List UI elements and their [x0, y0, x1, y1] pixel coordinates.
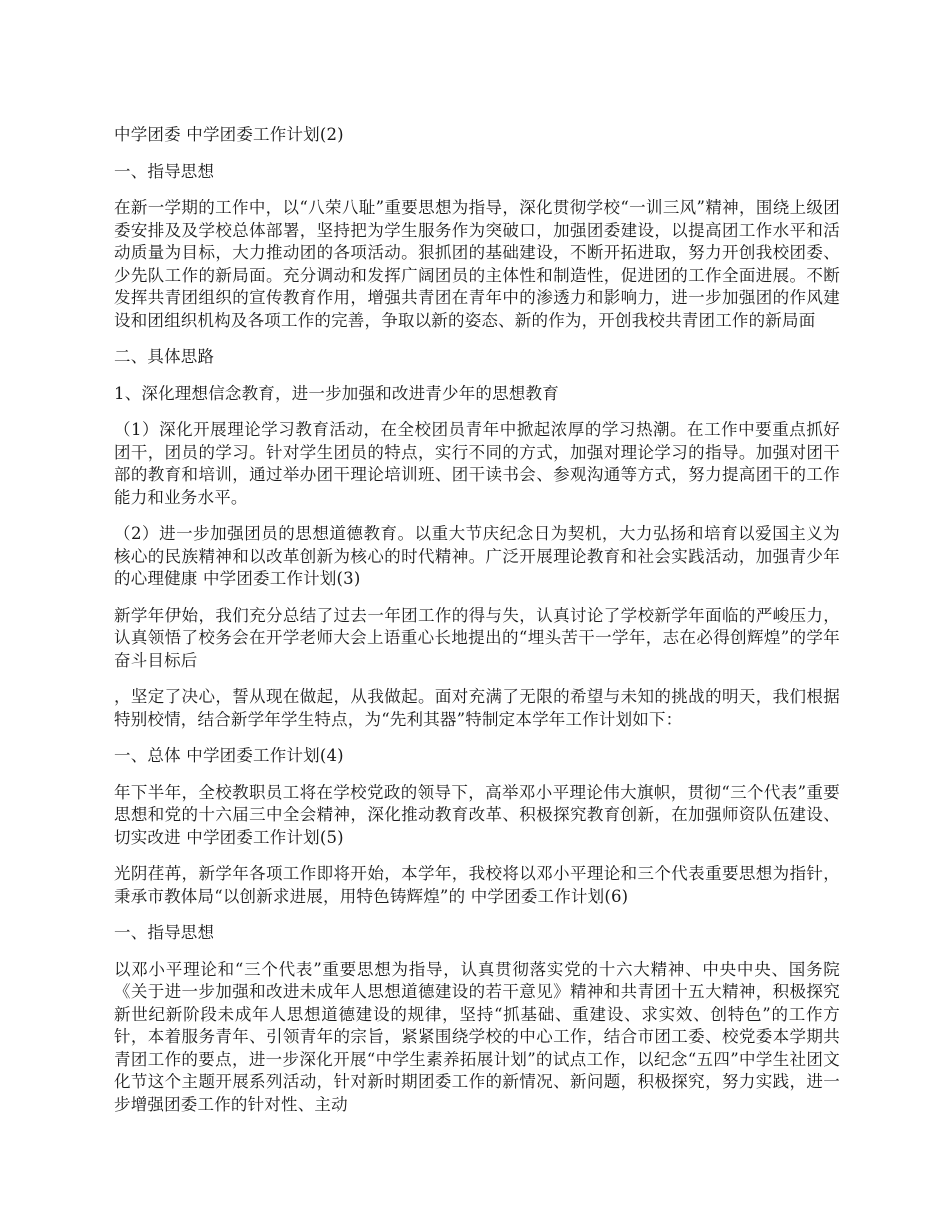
document-title: 中学团委 中学团委工作计划(2)	[114, 125, 344, 144]
body-paragraph: 在新一学期的工作中，以“八荣八耻”重要思想为指导，深化贯彻学校“一训三风”精神，围绕上级团委安排及及学校总体部署，坚持把为学生服务作为突破口，加强团委建设，以提高团工作水平和活动质量为目标，大力推动团的各项活动。狠抓团的基础建设，不断开拓进取，努力开创我校团委、少先队工作的新局面。充分调动和发挥广阔团员的主体性和制造性，促进团的工作全面进展。不断发挥共青团组织的宣传教育作用，增强共青团在青年中的渗透力和影响力，进一步加强团的作风建设和团组织机构及各项工作的完善，争取以新的姿态、新的作为，开创我校共青团工作的新局面	[114, 198, 840, 330]
body-paragraph: 以邓小平理论和“三个代表”重要思想为指导，认真贯彻落实党的十六大精神、中央中央、国务院《关于进一步加强和改进未成年人思想道德建设的若干意见》精神和共青团十五大精神，积极探究新世纪新阶段未成年人思想道德建设的规律，坚持“抓基础、重建设、求实效、创特色”的工作方针，本着服务青年、引领青年的宗旨，紧紧围绕学校的中心工作，结合市团工委、校党委本学期共青团工作的要点，进一步深化开展“中学生素养拓展计划”的试点工作，以纪念“五四”中学生社团文化节这个主题开展系列活动，针对新时期团委工作的新情况、新问题，积极探究，努力实践，进一步增强团委工作的针对性、主动	[114, 959, 840, 1114]
body-paragraph: （2）进一步加强团员的思想道德教育。以重大节庆纪念日为契机，大力弘扬和培育以爱国主义为核心的民族精神和以改革创新为核心的时代精神。广泛开展理论教育和社会实践活动，加强青少年的心理健康 中学团委工作计划(3)	[114, 524, 840, 588]
section-heading: 二、具体思路	[114, 347, 215, 366]
document-body	[114, 124, 840, 1130]
body-paragraph: ，坚定了决心，誓从现在做起，从我做起。面对充满了无限的希望与未知的挑战的明天，我们根据特别校情，结合新学年学生特点，为“先利其器”特制定本学年工作计划如下：	[114, 687, 840, 729]
body-paragraph: 新学年伊始，我们充分总结了过去一年团工作的得与失，认真讨论了学校新学年面临的严峻压力，认真领悟了校务会在开学老师大会上语重心长地提出的“埋头苦干一学年，志在必得创辉煌”的学年奋斗目标后	[114, 605, 840, 670]
body-paragraph: 年下半年，全校教职员工将在学校党政的领导下，高举邓小平理论伟大旗帜，贯彻“三个代表”重要思想和党的十六届三中全会精神，深化推动教育改革、积极探究教育创新，在加强师资队伍建设、切实改进 中学团委工作计划(5)	[114, 782, 840, 847]
section-heading: 一、指导思想	[114, 923, 215, 942]
body-paragraph: （1）深化开展理论学习教育活动，在全校团员青年中掀起浓厚的学习热潮。在工作中要重点抓好团干，团员的学习。针对学生团员的特点，实行不同的方式，加强对理论学习的指导。加强对团干部的教育和培训，通过举办团干理论培训班、团干读书会、参观沟通等方式，努力提高团干的工作能力和业务水平。	[114, 420, 840, 507]
section-heading: 一、总体 中学团委工作计划(4)	[114, 746, 344, 765]
subsection-heading: 1、深化理想信念教育，进一步加强和改进青少年的思想教育	[114, 383, 559, 403]
section-heading: 一、指导思想	[114, 161, 215, 181]
body-paragraph: 光阴荏苒，新学年各项工作即将开始，本学年，我校将以邓小平理论和三个代表重要思想为指针，秉承市教体局“以创新求进展，用特色铸辉煌”的 中学团委工作计划(6)	[114, 864, 840, 906]
